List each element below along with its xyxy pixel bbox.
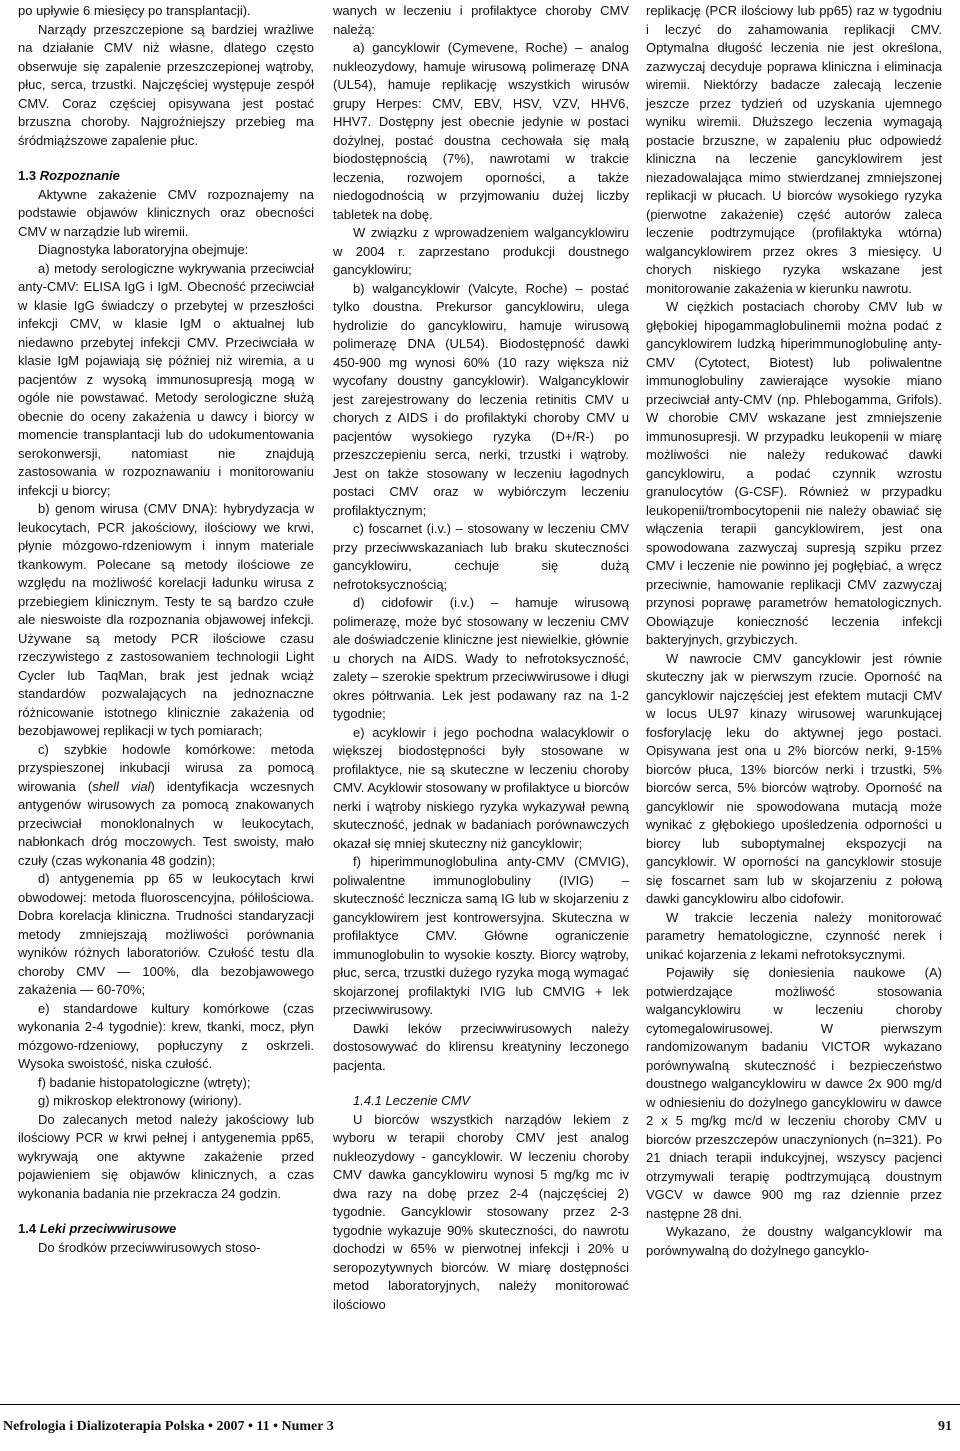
list-item: d) antygenemia pp 65 w leukocytach krwi obwodowej: metoda fluoroscencyjna, półilościowa. Dobra korelacja kliniczna. Trudności standaryzacji metody zmniejszają możliwości porównania wyników różnych laboratoriów. Czułość testu dla choroby CMV — 100%, dla bezobjawowego zakażenia — 60-70%; [18,871,314,997]
section-heading: 1.3 Rozpoznanie [18,168,120,183]
paragraph: po upływie 6 miesięcy po transplantacji). [18,3,251,18]
footer-rule [0,1404,960,1405]
text-column-1 [18,2,314,1257]
journal-citation: Nefrologia i Dializoterapia Polska • 2007 • 11 • Numer 3 [3,1419,334,1434]
list-item: b) walgancyklowir (Valcyte, Roche) – postać tylko doustna. Prekursor gancyklowiru, ulega hydrolizie do gancyklowiru, hamuje wirusową polimerazę DNA (UL54). Biodostępność dawki 450-900 mg wynosi 60% (10 razy większa niż wycofany doustny gancyklowir). Walgancyklowir jest zarejestrowany do leczenia retinitis CMV u chorych z AIDS i do profilaktyki choroby CMV u pacjentów wysokiego ryzyka (D+/R-) po przeszczepieniu serca, nerki, trzustki i wątroby. Jest on także stosowany w leczeniu łagodnych postaci CMV oraz w wybiórczym leczeniu profilaktycznym; [333,280,629,518]
paragraph: Pojawiły się doniesienia naukowe (A) potwierdzające możliwość stosowania walgancyklowiru w leczeniu choroby cytomegalowirusowej. W pierwszym randomizowanym badaniu VICTOR wykazano porównywalną skuteczność i bezpieczeństwo doustnego walgancyklowiru w dawce 2x 900 mg/d w odniesieniu do dożylnego gancyklowiru w dawce 2 x 5 mg/kg mc/d w leczeniu choroby CMV u biorców przeszczepów unaczynionych (n=321). Po 21 dniach terapii indukcyjnej, wszyscy pacjenci otrzymywali terapię podtrzymującą doustnym VGCV w dawce 900 mg raz dziennie przez następne 28 dni. [646,965,942,1221]
list-item: f) badanie histopatologiczne (wtręty); [38,1074,251,1090]
paragraph: U biorców wszystkich narządów lekiem z wyboru w terapii choroby CMV jest analog nukleozydowy - gancyklowir. W leczeniu choroby CMV dawka gancyklowiru wynosi 5 mg/kg mc iv dwa razy na dobę przez 2-4 (najczęściej 2) tygodnie. Gancyklowir stosowany przez 2-3 tygodnie wykazuje 90% skuteczności, do nawrotu dochodzi w 65% w pierwotnej infekcji i 20% u seropozytywnych biorców. W miarę dostępności metod laboratoryjnych, należy monitorować ilościowo [333,1111,629,1312]
list-item: c) foscarnet (i.v.) – stosowany w leczeniu CMV przy przeciwwskazaniach lub braku skuteczności gancyklowiru, cechuje się dużą nefrotoksycznością; [333,521,629,592]
paragraph: Diagnostyka laboratoryjna obejmuje: [38,242,249,257]
list-item: e) acyklowir i jego pochodna walacyklowir o większej biodostępności były stosowane w profilaktyce, nie są skuteczne w leczeniu choroby CMV. Acyklowir stosowany w profilaktyce u biorców nerki i wątroby niskiego ryzyka wykazywał pewną skuteczność, jednak w badaniach porównawczych okazał się mniej skuteczny niż gancyklowir; [333,724,629,851]
list-item: a) gancyklowir (Cymevene, Roche) – analog nukleozydowy, hamuje wirusową polimerazę DNA (UL54), hamuje replikację wszystkich wirusów grupy Herpes: CMV, EBV, HSV, VZV, HHV6, HHV7. Dostępny jest obecnie jedynie w postaci dożylnej, postać doustna cechowała się małą biodostępnością (7%), nawrotami w trakcie leczenia, rozwojem oporności, a także niedogodnością w przyjmowaniu dużej liczby tabletek na dobę. [333,40,629,222]
list-item: f) hiperimmunoglobulina anty-CMV (CMVIG), poliwalentne immunoglobuliny (IVIG) – skuteczność lecznicza samą IG lub w skojarzeniu z gancyklowirem jest kontrowersyjna. Skuteczna w profilaktyce CMV. Główne ograniczenie immunoglobulin to wysokie koszty. Biorcy wątroby, płuc, serca, trzustki dużego ryzyka mogą wymagać skojarzonej profilaktyki IVIG lub CMVIG + lek przeciwwirusowy. [333,854,629,1017]
paragraph: W ciężkich postaciach choroby CMV lub w głębokiej hipogammaglobulinemii można podać z gancyklowirem ludzką hiperimmunoglobulinę anty-CMV (Cytotect, Biotest) lub poliwalentne immunoglobuliny zawierające wysokie miano przeciwciał anty-CMV (np. Phlebogamma, Grifols). W chorobie CMV wskazane jest zmniejszenie immunosupresji. W przypadku leukopenii w miarę możliwości nie należy redukować dawki gancyklowiru, a podać czynnik wzrostu granulocytów (G-CSF). Również w przypadku leukopenii/trombocytopenii nie należy obawiać się włączenia terapii gancyklowirem, jest ona spowodowana zazwyczaj supresją szpiku przez CMV i leczenie nie powinno jej pogłębiać, a wręcz przeciwnie, hamowanie replikacji CMV zazwyczaj przynosi poprawę parametrów hematologicznych. Obowiązuje konieczność leczenia infekcji bakteryjnych, grzybiczych. [646,299,942,647]
list-item: d) cidofowir (i.v.) – hamuje wirusową polimerazę, może być stosowany w leczeniu CMV ale doświadczenie kliniczne jest niewielkie, głównie u chorych na AIDS. Wady to nefrotoksyczność, zalety – szerokie spektrum przeciwwirusowe i długi okres półtrwania. Lek jest podawany raz na 1-2 tygodnie; [333,595,629,721]
list-item: g) mikroskop elektronowy (wiriony). [38,1093,242,1108]
paragraph: W związku z wprowadzeniem walgancyklowiru w 2004 r. zaprzestano produkcji doustnego gancyklowiru; [333,225,629,277]
list-item: c) szybkie hodowle komórkowe: metoda przyspieszonej inkubacji wirusa za pomocą wirowania (shell vial) identyfikacja wczesnych antygenów wirusowych za pomocą znakowanych przeciwciał monoklonalnych w leukocytach, nabłonkach dróg moczowych. Test swoisty, mało czuły (czas wykonania 48 godzin); [18,741,315,868]
list-item: e) standardowe kultury komórkowe (czas wykonania 2-4 tygodnie): krew, tkanki, mocz, płyn mózgowo-rdzeniowy, popłuczyny z oskrzeli. Wysoka swoistość, niska czułość. [18,1000,314,1071]
paragraph: Dawki leków przeciwwirusowych należy dostosowywać do klirensu kreatyniny leczonego pacjenta. [333,1020,629,1073]
section-heading: 1.4 Leki przeciwwirusowe [18,1221,177,1236]
paragraph: Wykazano, że doustny walgancyklowir ma porównywalną do dożylnego gancyklo- [646,1224,942,1258]
page-number: 91 [938,1419,952,1434]
text-column-2 [333,2,629,1314]
text-column-3 [646,2,942,1260]
list-item: b) genom wirusa (CMV DNA): hybrydyzacja w leukocytach, PCR jakościowy, ilościowy we krwi, płynie mózgowo-rdzeniowym i innym materiale tkankowym. Polecane są metody ilościowe ze względu na możliwość korelacji ładunku wirusa z przebiegiem klinicznym. Testy te są bardzo czułe ale nieswoiste dla rozpoznania objawowej infekcji. Używane są metody PCR ilościowe czasu rzeczywistego z zastosowaniem technologii Light Cycler lub TaqMan, brak jest jednak wciąż standardów pozwalających na jednoznaczne różnicowanie istotnego klinicznie zakażenia od bezobjawowej replikacji w tych pomiarach; [18,501,314,738]
paragraph: Do środków przeciwwirusowych stoso- [38,1239,261,1255]
paragraph: Aktywne zakażenie CMV rozpoznajemy na podstawie objawów klinicznych oraz obecności CMV w narządzie lub wiremii. [18,186,314,239]
paragraph: W trakcie leczenia należy monitorować parametry hematologiczne, czynność nerek i unikać kojarzenia z lekami nefrotoksycznymi. [646,909,942,962]
paragraph: Narządy przeszczepione są bardziej wrażliwe na działanie CMV niż własne, dlatego często obserwuje się zapalenie przeszczepionej wątroby, płuc, serca, trzustki. Najczęściej występuje zespół CMV. Coraz częściej opisywana jest postać brzuszna choroby. Najgroźniejszy przebieg ma śródmiąższowe zapalenie płuc. [18,21,314,148]
paragraph: wanych w leczeniu i profilaktyce choroby CMV należą: [333,3,629,37]
subsection-heading: 1.4.1 Leczenie CMV [353,1093,471,1108]
paragraph: Do zalecanych metod należy jakościowy lub ilościowy PCR w krwi pełnej i antygenemia pp65, wykrywają one aktywne zakażenie przed pojawieniem się objawów klinicznych, a czas wykonania badania nie przekracza 24 godzin. [18,1111,314,1201]
list-item: a) metody serologiczne wykrywania przeciwciał anty-CMV: ELISA IgG i IgM. Obecność przeciwciał w klasie IgG świadczy o przebytej w przeszłości infekcji CMV, w klasie IgM o aktualnej lub niedawno przebytej infekcji CMV. Przeciwciała w klasie IgM pojawiają się później niż wiremia, a u pacjentów z wysoką immunosupresją mogą w ogóle nie powstawać. Metody serologiczne służą obecnie do oceny zakażenia u dawcy i biorcy w momencie transplantacji lub do udokumentowania serokonwersji, natomiast nie znajdują zastosowania w rozpoznawaniu i monitorowaniu infekcji u biorcy; [18,260,314,498]
paragraph: W nawrocie CMV gancyklowir jest równie skuteczny jak w pierwszym rzucie. Oporność na gancyklowir najczęściej jest efektem mutacji CMV w locus UL97 kinazy wirusowej warunkującej fosforylację leku do aktywnej jego postaci. Opisywana jest ona u 2% biorców nerki, 9-15% biorców płuca, 13% biorców nerki i trzustki, 5% biorców serca, 5% biorców wątroby. Oporność na gancyklowir nie spowodowana mutacją może wynikać z głębokiego upośledzenia odporności u biorcy lub suboptymalnej ekspozycji na gancyklowir. W oporności na gancyklowir stosuje się foscarnet sam lub w skojarzeniu z połową dawki gancyklowiru albo cidofowir. [646,650,942,906]
paragraph: replikację (PCR ilościowy lub pp65) raz w tygodniu i leczyć do zahamowania replikacji CMV. Optymalna długość leczenia nie jest określona, zazwyczaj decyduje poprawa kliniczna i eliminacja wiremii. Niektórzy badacze zalecają leczenie jeszcze przez tydzień od uzyskania ujemnego wyniku wiremii. Dłuższego leczenia wymagają postacie brzuszne, w zapaleniu płuc odpowiedź kliniczna na leczenie gancyklowirem jest niezadowalająca mimo stwierdzanej zmniejszonej replikacji w płucach. U biorców wysokiego ryzyka (pierwotne zakażenie) część autorów zaleca leczenie podtrzymujące (profilaktyka wtórna) walgancyklowirem przez okres 3 miesięcy. U chorych niskiego ryzyka wskazane jest monitorowanie zakażenia w kierunku nawrotu. [646,3,942,296]
